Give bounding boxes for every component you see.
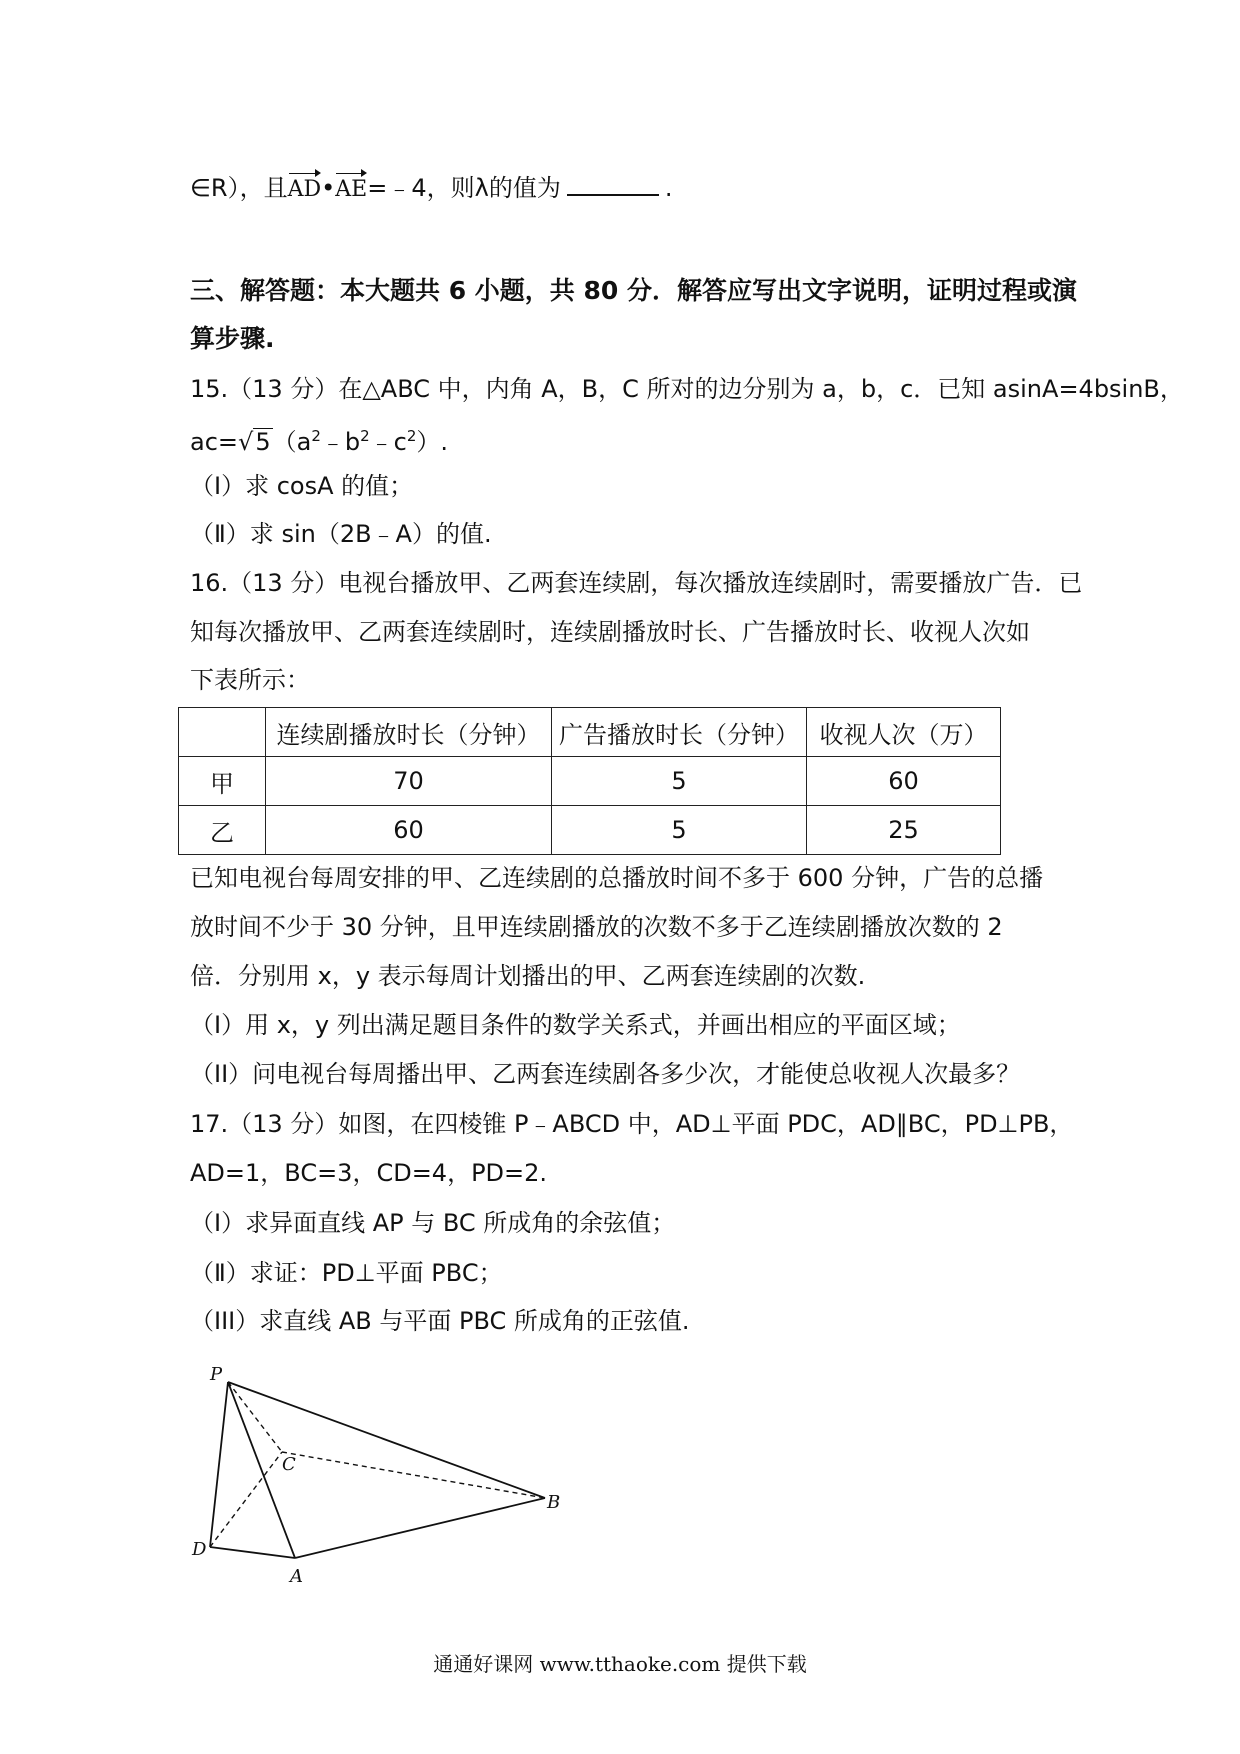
table-cell: 甲 [179, 757, 266, 806]
q16-after3: 倍．分别用 x，y 表示每周计划播出的甲、乙两套连续剧的次数. [190, 962, 866, 990]
sqrt-sign: √ [238, 428, 254, 456]
q15-part1: （Ⅰ）求 cosA 的值； [190, 472, 414, 500]
q17-line1: 17.（13 分）如图，在四棱锥 P﹣ABCD 中，AD⊥平面 PDC，AD∥BC，PD⊥PB， [190, 1110, 1074, 1138]
label-p: P [210, 1364, 223, 1385]
table-header-cell: 收视人次（万） [807, 708, 1001, 757]
edge-ab [295, 1498, 545, 1558]
q17-part2: （Ⅱ）求证：PD⊥平面 PBC； [190, 1259, 503, 1287]
table-row [179, 806, 1001, 855]
q16-line3: 下表所示： [190, 666, 310, 694]
table-header-row [179, 708, 1001, 757]
table-header-cell: 连续剧播放时长（分钟） [266, 708, 552, 757]
table-header-cell: 广告播放时长（分钟） [552, 708, 807, 757]
section-heading-cont: 算步骤. [190, 324, 275, 353]
label-c: C [282, 1454, 296, 1475]
q15-part2: （Ⅱ）求 sin（2B﹣A）的值. [190, 520, 492, 548]
label-a: A [290, 1566, 303, 1587]
table-cell: 5 [552, 757, 807, 806]
edge-pb [228, 1382, 545, 1498]
section-heading: 三、解答题：本大题共 6 小题，共 80 分．解答应写出文字说明，证明过程或演 [190, 276, 1078, 305]
q16-after2: 放时间不少于 30 分钟，且甲连续剧播放的次数不多于乙连续剧播放次数的 2 [190, 913, 1003, 941]
q16-part2: （II）问电视台每周播出甲、乙两套连续剧各多少次，才能使总收视人次最多？ [190, 1060, 1021, 1088]
table-cell: 25 [807, 806, 1001, 855]
table-cell: 5 [552, 806, 807, 855]
table-cell: 乙 [179, 806, 266, 855]
dot-operator: • [321, 174, 336, 202]
label-d: D [192, 1539, 207, 1560]
table-cell: 60 [807, 757, 1001, 806]
q16-line1: 16.（13 分）电视台播放甲、乙两套连续剧，每次播放连续剧时，需要播放广告．已 [190, 569, 1083, 597]
q17-part3: （III）求直线 AB 与平面 PBC 所成角的正弦值. [190, 1307, 690, 1335]
page-footer: 通通好课网 www.tthaoke.com 提供下载 [433, 1652, 807, 1676]
edge-cb [282, 1452, 545, 1498]
q14-tail-line: ∈R），且AD•AE=﹣4，则λ的值为 . [190, 170, 672, 206]
answer-blank [567, 170, 659, 196]
pyramid-figure [190, 1360, 590, 1600]
q15-line1: 15.（13 分）在△ABC 中，内角 A，B，C 所对的边分别为 a，b，c．已知 asinA=4bsinB， [190, 375, 1184, 403]
edge-dc [210, 1452, 282, 1547]
q16-after1: 已知电视台每周安排的甲、乙连续剧的总播放时间不多于 600 分钟，广告的总播 [190, 864, 1044, 892]
label-b: B [547, 1492, 561, 1513]
edge-da [210, 1547, 295, 1558]
q17-line2: AD=1，BC=3，CD=4，PD=2. [190, 1159, 548, 1187]
q16-line2: 知每次播放甲、乙两套连续剧时，连续剧播放时长、广告播放时长、收视人次如 [190, 618, 1030, 646]
table-cell: 60 [266, 806, 552, 855]
q15-line2: $ac=√5(a^2﹣b^2﹣c^2)$. [190, 427, 449, 456]
vector-ad: AD [288, 170, 322, 206]
q16-part1: （I）用 x，y 列出满足题目条件的数学关系式，并画出相应的平面区域； [190, 1011, 961, 1039]
table-cell: 70 [266, 757, 552, 806]
sqrt-radicand: 5 [255, 428, 271, 456]
q17-part1: （Ⅰ）求异面直线 AP 与 BC 所成角的余弦值； [190, 1209, 676, 1237]
q16-table [178, 707, 1001, 855]
table-header-cell [179, 708, 266, 757]
vector-ae: AE [335, 170, 367, 206]
edge-pd [210, 1382, 228, 1547]
table-row [179, 757, 1001, 806]
